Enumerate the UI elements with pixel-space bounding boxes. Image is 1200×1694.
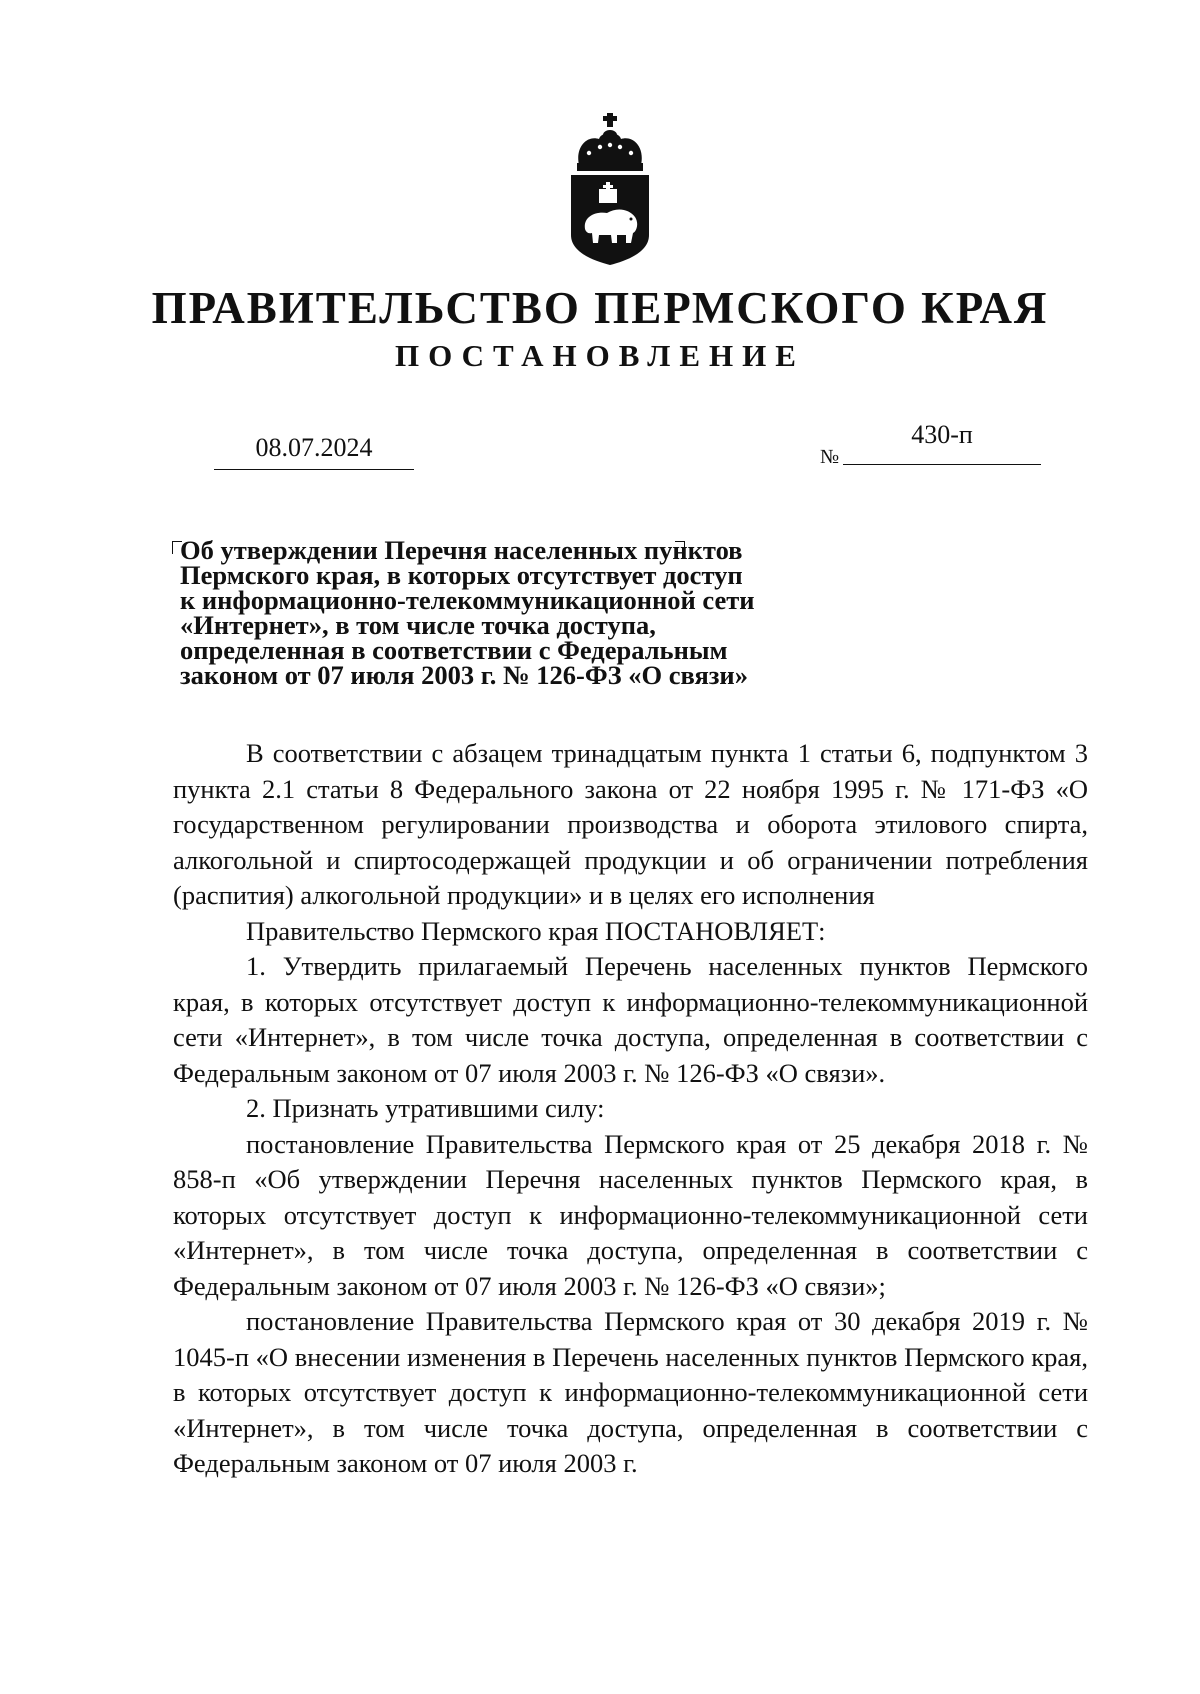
subject-line: к информационно-телекоммуникационной сети bbox=[180, 585, 755, 615]
body-paragraph-repealed-2: постановление Правительства Пермского края от 30 декабря 2019 г. № 1045-п «О внесении изменения в Перечень населенных пунктов Пермского края, в которых отсутствует доступ к информационно-телекоммуникационной сети «Интернет», в том числе точка доступа, определенная в соответствии с Федеральным законом от 07 июля 2003 г. bbox=[173, 1306, 1088, 1478]
subject-line: Об утверждении Перечня населенных пунктов bbox=[180, 535, 743, 565]
document-number: 430-п bbox=[911, 420, 973, 449]
document-number-field bbox=[843, 420, 1041, 465]
document-date: 08.07.2024 bbox=[255, 433, 373, 462]
body-paragraph-item-1: 1. Утвердить прилагаемый Перечень населенных пунктов Пермского края, в которых отсутствует доступ к информационно-телекоммуникационной сети «Интернет», в том числе точка доступа, определенная в соответствии с Федеральным законом от 07 июля 2003 г. № 126-ФЗ «О связи». bbox=[173, 951, 1088, 1088]
document-subject bbox=[180, 535, 830, 690]
body-paragraph-resolves: Правительство Пермского края ПОСТАНОВЛЯЕТ: bbox=[246, 915, 826, 946]
subject-line: законом от 07 июля 2003 г. № 126-ФЗ «О связи» bbox=[180, 660, 748, 690]
subject-line: «Интернет», в том числе точка доступа, bbox=[180, 610, 656, 640]
document-date-field bbox=[214, 425, 414, 470]
subject-line: Пермского края, в которых отсутствует доступ bbox=[180, 560, 743, 590]
body-paragraph-preamble: В соответствии с абзацем тринадцатым пункта 1 статьи 6, подпунктом 3 пункта 2.1 статьи 8 Федерального закона от 22 ноября 1995 г. № 171-ФЗ «О государственном регулировании производства и оборота этилового спирта, алкогольной и спиртосодержащей продукции и об ограничении потребления (распития) алкогольной продукции» и в целях его исполнения bbox=[173, 738, 1088, 910]
subject-line: определенная в соответствии с Федеральным bbox=[180, 635, 728, 665]
document-type-title: ПОСТАНОВЛЕНИЕ bbox=[395, 338, 805, 373]
document-body bbox=[173, 736, 1088, 1482]
body-paragraph-repealed-1: постановление Правительства Пермского края от 25 декабря 2018 г. № 858-п «Об утверждении Перечня населенных пунктов Пермского края, в которых отсутствует доступ к информационно-телекоммуникационной сети «Интернет», в том числе точка доступа, определенная в соответствии с Федеральным законом от 07 июля 2003 г. № 126-ФЗ «О связи»; bbox=[173, 1128, 1088, 1301]
organization-title: ПРАВИТЕЛЬСТВО ПЕРМСКОГО КРАЯ bbox=[151, 283, 1049, 333]
body-paragraph-item-2: 2. Признать утратившими силу: bbox=[246, 1093, 605, 1123]
number-sign-label: № bbox=[820, 446, 840, 468]
perm-krai-coat-of-arms-icon bbox=[565, 113, 655, 265]
